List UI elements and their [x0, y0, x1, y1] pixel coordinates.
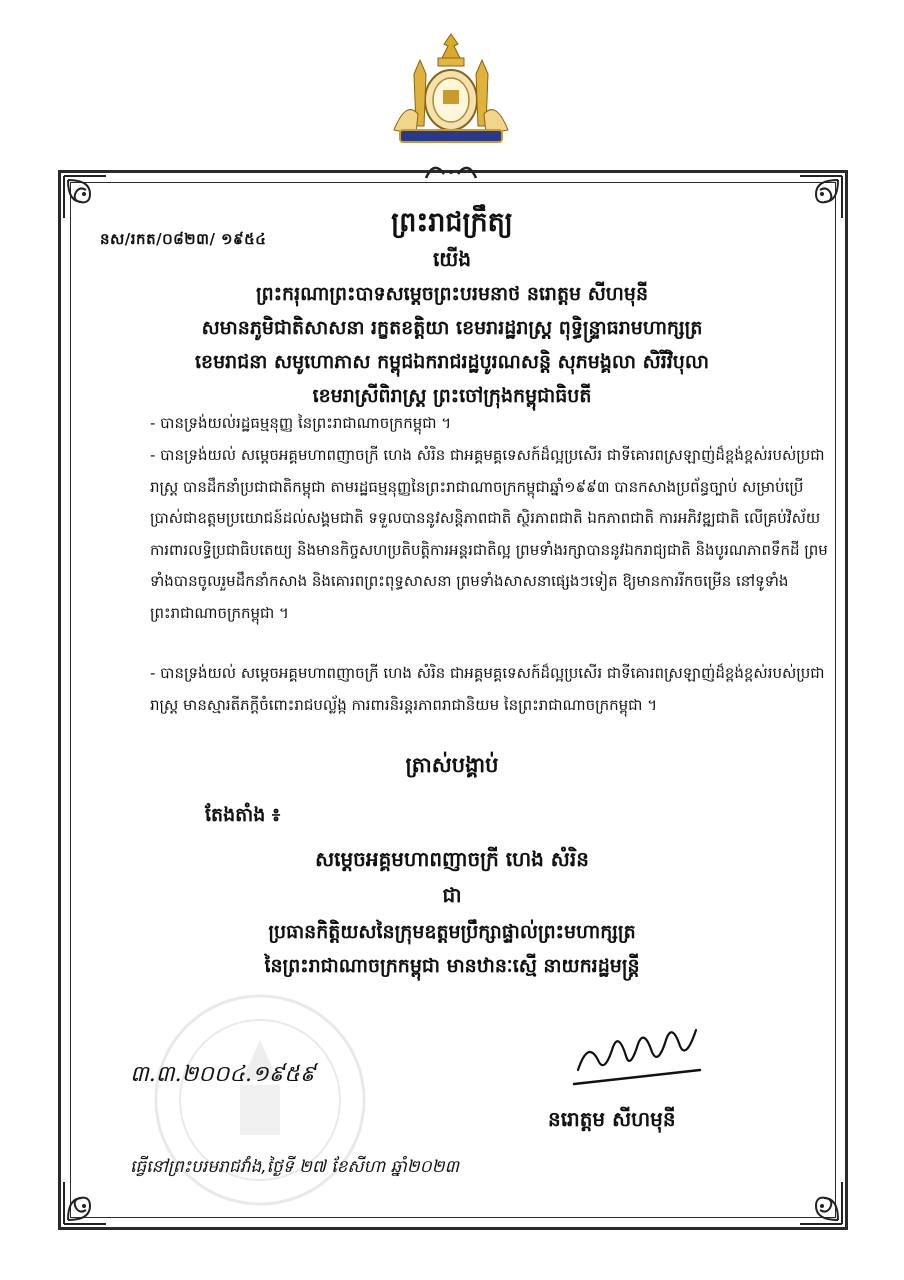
consideration-paragraph: - បានទ្រង់យល់ សម្តេចអគ្គមហាពញាចក្រី ហេង សំរិន ជាអគ្គមគ្គទេសក៍ដ៏ល្អប្រសើរ ជាទីគោរពស្រឡាញ់ដ៏ខ្ពង់ខ្ពស់របស់ប្រជារាស្ត្រ បានដឹកនាំប្រជាជាតិកម្ពុជា តាមរដ្ឋធម្មនុញ្ញនៃព្រះរាជាណាចក្រកម្ពុជាឆ្នាំ១៩៩៣ បានកសាងប្រព័ន្ធច្បាប់ សម្រាប់ប្រើប្រាស់ជាឧត្តមប្រយោជន៍ដល់សង្គមជាតិ ទទួលបាននូវសន្តិភាពជាតិ ស្ថិរភាពជាតិ ឯកភាពជាតិ ការអភិវឌ្ឍជាតិ លើគ្រប់វិស័យ ការពារលទ្ធិប្រជាធិបតេយ្យ និងមានកិច្ចសហប្រតិបត្តិការអន្តរជាតិល្អ ព្រមទាំងរក្សាបាននូវឯករាជ្យជាតិ និងបូរណភាពទឹកដី ព្រមទាំងបានចូលរួមដឹកនាំកសាង និងគោរពព្រះពុទ្ធសាសនា ព្រមទាំងសាសនាផ្សេងៗទៀត ឱ្យមានការរីកចម្រើន នៅទូទាំងព្រះរាជាណាចក្រកម្ពុជា ។	[150, 446, 828, 622]
appoint-label: តែងតាំង ៖	[205, 804, 281, 826]
we-heading: យើង	[432, 247, 472, 271]
royal-title-line-4: ខេមរាស្រីពិរាស្ត្រ ព្រះចៅក្រុងកម្ពុជាធិបតី	[312, 385, 592, 407]
decree-heading: ត្រាស់បង្គាប់	[405, 753, 499, 777]
document-title: ព្រះរាជក្រឹត្យ	[391, 207, 513, 238]
royal-title-line-2: សមានភូមិជាតិសាសនា រក្ខតខត្តិយា ខេមរារដ្ឋរាស្ត្រ ពុទ្ធិន្ទ្រាធរាមហាក្សត្រ	[201, 317, 703, 339]
consideration-paragraph: - បានទ្រង់យល់រដ្ឋធម្មនុញ្ញ នៃព្រះរាជាណាចក្រកម្ពុជា ។	[150, 414, 452, 432]
corner-ornament-bottom-right	[796, 1178, 846, 1228]
royal-title-line-3: ខេមរាជនា សមូហោភាស កម្ពុជឯករាជរដ្ឋបូរណសន្តិ សុភមង្គលា សិរីវិបុលា	[195, 351, 709, 373]
consideration-paragraph: - បានទ្រង់យល់ សម្តេចអគ្គមហាពញាចក្រី ហេង សំរិន ជាអគ្គមគ្គទេសក៍ដ៏ល្អប្រសើរ ជាទីគោរពស្រឡាញ់ដ៏ខ្ពង់ខ្ពស់របស់ប្រជារាស្ត្រ មានស្មារតីភក្តីចំពោះរាជបល្ល័ង្ក ការពារនិរន្តរភាពរាជានិយម នៃព្រះរាជាណាចក្រកម្ពុជា ។	[150, 664, 825, 714]
royal-coat-of-arms-icon	[386, 30, 516, 148]
top-flourish-ornament	[416, 158, 486, 180]
appointee-name: សម្តេចអគ្គមហាពញាចក្រី ហេង សំរិន	[315, 847, 589, 871]
corner-ornament-bottom-left	[60, 1178, 110, 1228]
royal-title-line-1: ព្រះករុណាព្រះបាទសម្តេចព្រះបរមនាថ នរោត្តម សីហមុនី	[255, 283, 649, 305]
reference-number: នស/រកត/០៨២៣/ ១៩៥៤	[100, 230, 267, 248]
position-line-2: នៃព្រះរាជាណាចក្រកម្ពុជា មានឋានៈស្មើ នាយករដ្ឋមន្ត្រី	[264, 955, 640, 977]
handwritten-date: ៣.៣.២០០៤.១៩៥៩	[130, 1062, 316, 1087]
signer-name: នរោត្តម សីហមុនី	[548, 1107, 676, 1131]
as-word: ជា	[442, 883, 462, 907]
place-and-date: ធ្វើនៅព្រះបរមរាជវាំង,ថ្ងៃទី ២៧ ខែសីហា ឆ្នាំ២០២៣	[130, 1157, 460, 1177]
position-line-1: ប្រធានកិត្តិយសនៃក្រុមឧត្តមប្រឹក្សាផ្ទាល់ព្រះមហាក្សត្រ	[268, 921, 636, 943]
royal-signature	[568, 1000, 708, 1090]
